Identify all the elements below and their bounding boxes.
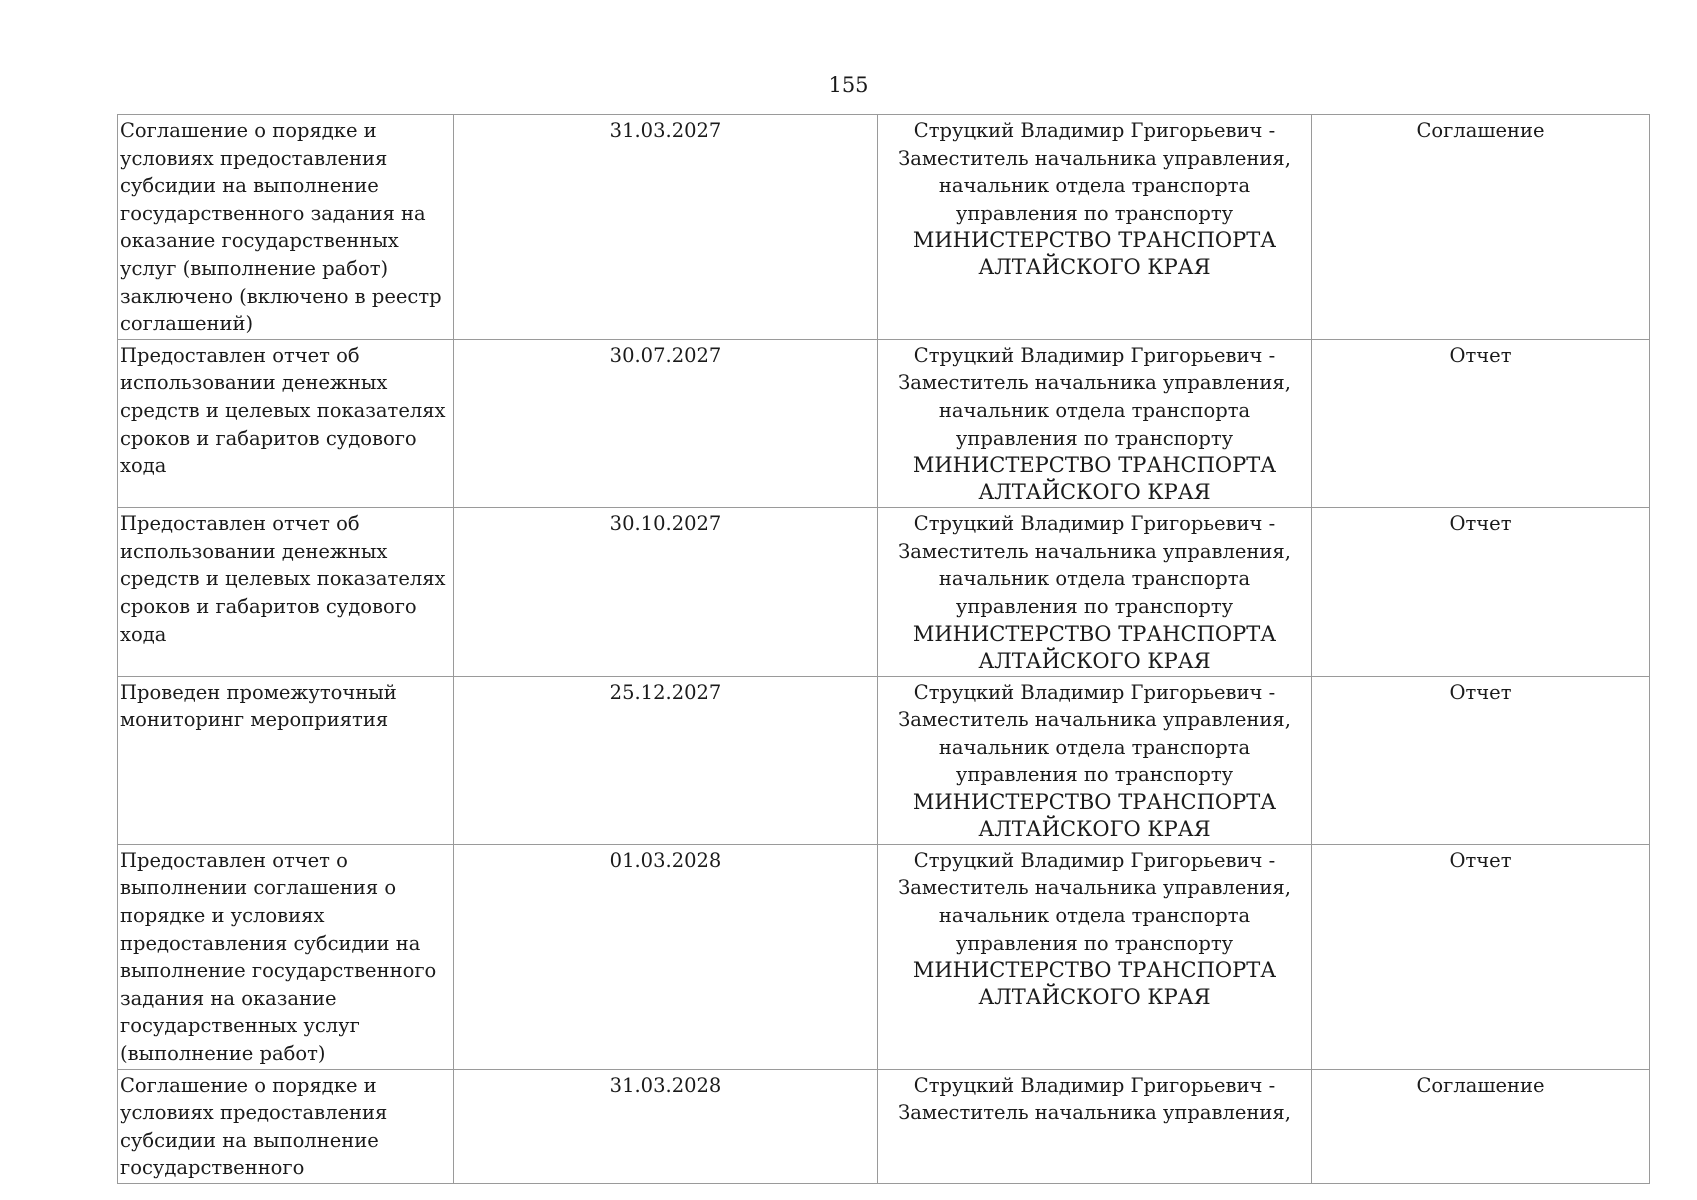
responsible-organization: МИНИСТЕРСТВО ТРАНСПОРТА АЛТАЙСКОГО КРАЯ (912, 453, 1277, 505)
document-type-cell: Отчет (1312, 339, 1650, 507)
date-cell: 30.07.2027 (454, 339, 878, 507)
document-type-cell: Соглашение (1312, 1069, 1650, 1183)
responsible-person: Струцкий Владимир Григорьевич - Заместитель начальника управления, начальник отдела транспорта управления по транспорту (898, 680, 1291, 787)
date-cell: 31.03.2027 (454, 115, 878, 340)
responsible-person: Струцкий Владимир Григорьевич - Заместитель начальника управления, начальник отдела транспорта управления по транспорту (898, 512, 1291, 618)
responsible-organization: МИНИСТЕРСТВО ТРАНСПОРТА АЛТАЙСКОГО КРАЯ (912, 621, 1277, 673)
document-type-cell: Отчет (1312, 508, 1650, 676)
event-cell: Предоставлен отчет о выполнении соглашения о порядке и условиях предоставления субсидии на выполнение государственного задания на оказание государственных услуг (выполнение работ) (118, 844, 454, 1069)
table-row (118, 676, 1650, 844)
responsible-cell (878, 676, 1312, 844)
control-points-table (117, 114, 1650, 1184)
responsible-cell (878, 844, 1312, 1069)
document-type-cell: Отчет (1312, 844, 1650, 1069)
responsible-person: Струцкий Владимир Григорьевич - Заместитель начальника управления, начальник отдела транспорта управления по транспорту (898, 343, 1291, 450)
page-number: 155 (828, 73, 869, 97)
event-cell: Проведен промежуточный мониторинг мероприятия (118, 676, 454, 844)
responsible-cell (878, 339, 1312, 507)
date-cell: 25.12.2027 (454, 676, 878, 844)
responsible-person: Струцкий Владимир Григорьевич - Заместитель начальника управления, (898, 1073, 1291, 1125)
responsible-cell (878, 115, 1312, 340)
event-cell: Соглашение о порядке и условиях предоставления субсидии на выполнение государственного (118, 1069, 454, 1183)
event-cell: Предоставлен отчет об использовании денежных средств и целевых показателях сроков и габаритов судового хода (118, 508, 454, 676)
table-row (118, 508, 1650, 676)
document-type-cell: Отчет (1312, 676, 1650, 844)
date-cell: 01.03.2028 (454, 844, 878, 1069)
responsible-person: Струцкий Владимир Григорьевич - Заместитель начальника управления, начальник отдела транспорта управления по транспорту (898, 848, 1291, 955)
responsible-cell (878, 1069, 1312, 1183)
event-cell: Соглашение о порядке и условиях предоставления субсидии на выполнение государственного задания на оказание государственных услуг (выполнение работ) заключено (включено в реестр соглашений) (118, 115, 454, 340)
responsible-organization: МИНИСТЕРСТВО ТРАНСПОРТА АЛТАЙСКОГО КРАЯ (912, 228, 1277, 280)
table-row (118, 844, 1650, 1069)
date-cell: 30.10.2027 (454, 508, 878, 676)
responsible-person: Струцкий Владимир Григорьевич - Заместитель начальника управления, начальник отдела транспорта управления по транспорту (898, 119, 1291, 225)
table-row (118, 115, 1650, 340)
responsible-organization: МИНИСТЕРСТВО ТРАНСПОРТА АЛТАЙСКОГО КРАЯ (912, 958, 1277, 1010)
event-cell: Предоставлен отчет об использовании денежных средств и целевых показателях сроков и габаритов судового хода (118, 339, 454, 507)
table-row (118, 339, 1650, 507)
responsible-cell (878, 508, 1312, 676)
date-cell: 31.03.2028 (454, 1069, 878, 1183)
document-type-cell: Соглашение (1312, 115, 1650, 340)
table-row (118, 1069, 1650, 1183)
responsible-organization: МИНИСТЕРСТВО ТРАНСПОРТА АЛТАЙСКОГО КРАЯ (912, 789, 1277, 841)
